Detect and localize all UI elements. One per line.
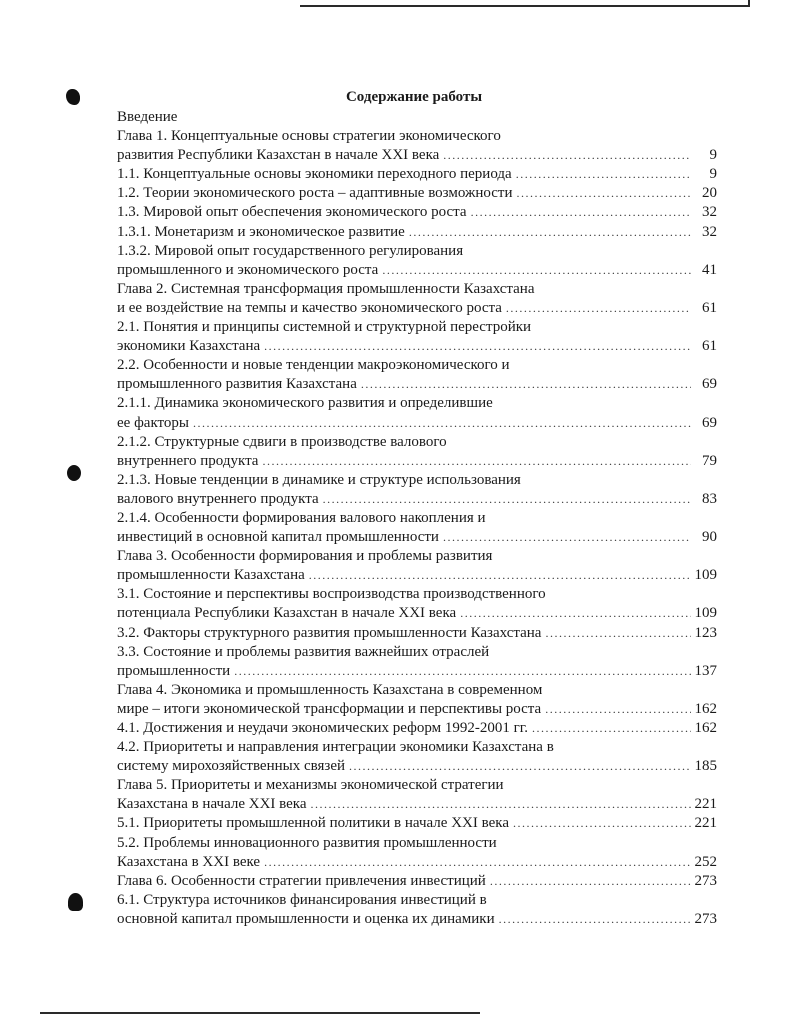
toc-entry-row <box>117 375 721 394</box>
toc-entry-text: промышленности <box>117 662 231 679</box>
toc-entry-text: Глава 1. Концептуальные основы стратегии экономического <box>117 128 501 145</box>
toc-entry <box>117 223 721 242</box>
dot-leader <box>532 719 691 738</box>
toc-entry-text: 2.1.3. Новые тенденции в динамике и структуре использования <box>117 471 521 488</box>
dot-leader <box>490 872 691 891</box>
toc-entry <box>117 834 721 872</box>
toc-entry-text: 4.2. Приоритеты и направления интеграции экономики Казахстана в <box>117 739 554 756</box>
toc-entry-row <box>117 165 721 184</box>
dot-leader <box>382 261 691 280</box>
toc-page-number: 252 <box>694 853 717 870</box>
toc-entry <box>117 356 721 394</box>
toc-entry-text: Казахстана в XXI веке <box>117 853 261 870</box>
toc-entry-row <box>117 814 721 833</box>
toc-entry-text: Глава 3. Особенности формирования и проблемы развития <box>117 548 493 565</box>
toc-entry-text: 1.2. Теории экономического роста – адаптивные возможности <box>117 185 513 202</box>
toc-entry-row <box>117 700 721 719</box>
toc-entry-row <box>117 662 721 681</box>
scan-border-top <box>300 5 748 7</box>
toc-entry-text: развития Республики Казахстан в начале XXI века <box>117 147 440 164</box>
toc-entry-text: экономики Казахстана <box>117 338 261 355</box>
dot-leader <box>409 223 691 242</box>
toc-entry-row <box>117 795 721 814</box>
toc-page-number: 273 <box>694 872 717 889</box>
toc-entry <box>117 394 721 432</box>
toc-entry-row <box>117 624 721 643</box>
toc-entry <box>117 108 721 127</box>
dot-leader <box>499 910 691 929</box>
toc-entry-row <box>117 299 721 318</box>
toc-entry <box>117 165 721 184</box>
toc-entry-row <box>117 223 721 242</box>
toc-page-number: 221 <box>694 815 717 832</box>
toc-page-number: 221 <box>694 796 717 813</box>
toc-entry-text: 2.1.2. Структурные сдвиги в производстве валового <box>117 433 447 450</box>
toc-entry <box>117 872 721 891</box>
dot-leader <box>443 528 691 547</box>
toc-entry-text: 3.1. Состояние и перспективы воспроизводства производственного <box>117 586 546 603</box>
toc-entry-text: 1.3.2. Мировой опыт государственного регулирования <box>117 242 464 259</box>
toc-entry-text: внутреннего продукта <box>117 452 259 469</box>
toc-entry-text: 4.1. Достижения и неудачи экономических реформ 1992-2001 гг. <box>117 720 528 736</box>
toc-entry-text: 2.1.1. Динамика экономического развития и определившие <box>117 395 493 412</box>
toc-entry <box>117 585 721 623</box>
toc-entry <box>117 643 721 681</box>
toc-entry-text: и ее воздействие на темпы и качество экономического роста <box>117 299 502 316</box>
dot-leader <box>513 814 691 833</box>
dot-leader <box>517 184 691 203</box>
toc-entry-row <box>117 910 721 929</box>
toc-entry-text: Введение <box>117 109 178 125</box>
toc-entry-text: 6.1. Структура источников финансирования инвестиций в <box>117 891 487 908</box>
toc-page-number: 32 <box>702 223 717 240</box>
toc-page-number: 185 <box>694 758 717 775</box>
toc-page-number: 83 <box>702 490 717 507</box>
toc-entry-text: 1.3.1. Монетаризм и экономическое развитие <box>117 223 405 240</box>
toc-entry-text: инвестиций в основной капитал промышленности <box>117 529 439 546</box>
toc-entry-text: ее факторы <box>117 414 189 431</box>
toc-entry-text: 2.1.4. Особенности формирования валового накопления и <box>117 509 486 526</box>
toc-entry <box>117 280 721 318</box>
toc-entry <box>117 184 721 203</box>
toc-page-number: 109 <box>694 605 717 622</box>
toc-page-number: 123 <box>694 624 717 641</box>
toc-entry <box>117 776 721 814</box>
toc-page-number: 9 <box>709 147 717 164</box>
scan-border-bottom <box>40 1012 480 1014</box>
toc-entry-text: 3.3. Состояние и проблемы развития важнейших отраслей <box>117 643 490 660</box>
scan-border-corner <box>748 0 750 7</box>
toc-entry-row <box>117 872 721 891</box>
toc-entry-row <box>117 414 721 433</box>
toc-entry-row <box>117 146 721 165</box>
toc-page-number: 9 <box>709 166 717 183</box>
toc-entry-row <box>117 604 721 623</box>
toc-entry <box>117 509 721 547</box>
toc-entry-text: 2.1. Понятия и принципы системной и структурной перестройки <box>117 319 532 336</box>
punch-hole-mark <box>67 465 81 481</box>
toc-entry <box>117 127 721 165</box>
dot-leader <box>264 337 691 356</box>
toc-entry-row <box>117 108 721 127</box>
toc-entry <box>117 203 721 222</box>
toc-entry-row <box>117 261 721 280</box>
toc-entry-text: 1.3. Мировой опыт обеспечения экономического роста <box>117 204 467 221</box>
table-of-contents <box>117 108 721 929</box>
punch-hole-mark <box>68 893 83 911</box>
toc-entry <box>117 814 721 833</box>
toc-entry-text: 3.2. Факторы структурного развития промышленности Казахстана <box>117 624 542 641</box>
toc-entry <box>117 891 721 929</box>
toc-entry-text: Казахстана в начале XXI века <box>117 796 307 813</box>
dot-leader <box>323 490 691 509</box>
toc-entry-text: промышленного и экономического роста <box>117 261 379 278</box>
toc-entry-text: 1.1. Концептуальные основы экономики переходного периода <box>117 166 512 183</box>
toc-entry <box>117 433 721 471</box>
toc-entry <box>117 471 721 509</box>
toc-entry-row <box>117 184 721 203</box>
toc-entry <box>117 719 721 738</box>
toc-entry-text: валового внутреннего продукта <box>117 490 319 507</box>
toc-entry <box>117 624 721 643</box>
toc-page-number: 162 <box>694 700 717 717</box>
toc-entry-text: промышленного развития Казахстана <box>117 376 357 393</box>
toc-entry-text: потенциала Республики Казахстан в начале XXI века <box>117 605 457 622</box>
dot-leader <box>506 299 691 318</box>
toc-entry-text: систему мирохозяйственных связей <box>117 758 346 775</box>
toc-entry-row <box>117 452 721 471</box>
toc-entry-row <box>117 490 721 509</box>
toc-page-number: 32 <box>702 204 717 221</box>
dot-leader <box>471 203 691 222</box>
page-title: Содержание работы <box>345 89 483 105</box>
toc-entry <box>117 547 721 585</box>
dot-leader <box>309 566 691 585</box>
dot-leader <box>311 795 691 814</box>
toc-page-number: 109 <box>694 567 717 584</box>
toc-entry-text: 2.2. Особенности и новые тенденции макроэкономического и <box>117 357 510 374</box>
toc-page-number: 41 <box>702 261 717 278</box>
toc-entry-row <box>117 528 721 547</box>
toc-entry-text: Глава 2. Системная трансформация промышленности Казахстана <box>117 280 535 297</box>
dot-leader <box>193 414 691 433</box>
dot-leader <box>460 604 690 623</box>
toc-entry-text: 5.2. Проблемы инновационного развития промышленности <box>117 834 497 851</box>
toc-entry <box>117 242 721 280</box>
toc-entry <box>117 738 721 776</box>
toc-entry-text: мире – итоги экономической трансформации и перспективы роста <box>117 700 542 717</box>
dot-leader <box>349 757 690 776</box>
dot-leader <box>545 624 690 643</box>
dot-leader <box>262 452 691 471</box>
toc-page-number: 90 <box>702 529 717 546</box>
toc-entry <box>117 681 721 719</box>
toc-page-number: 162 <box>694 720 717 736</box>
toc-entry-text: 5.1. Приоритеты промышленной политики в начале XXI века <box>117 815 509 832</box>
dot-leader <box>361 375 691 394</box>
toc-entry-text: Глава 5. Приоритеты и механизмы экономической стратегии <box>117 777 504 794</box>
toc-page-number: 79 <box>702 452 717 469</box>
toc-page-number: 61 <box>702 338 717 355</box>
toc-entry-row <box>117 337 721 356</box>
toc-entry <box>117 318 721 356</box>
toc-entry-row <box>117 719 721 738</box>
toc-entry-row <box>117 203 721 222</box>
toc-page-number: 69 <box>702 414 717 431</box>
toc-entry-row <box>117 757 721 776</box>
dot-leader <box>516 165 691 184</box>
toc-page-number: 273 <box>694 910 717 927</box>
toc-entry-text: промышленности Казахстана <box>117 567 305 584</box>
toc-entry-row <box>117 853 721 872</box>
dot-leader <box>234 662 690 681</box>
toc-page-number: 20 <box>702 185 717 202</box>
toc-page-number: 137 <box>694 662 717 679</box>
dot-leader <box>545 700 690 719</box>
dot-leader <box>264 853 690 872</box>
toc-page-number: 61 <box>702 299 717 316</box>
toc-entry-row <box>117 566 721 585</box>
toc-page-number: 69 <box>702 376 717 393</box>
toc-entry-text: Глава 4. Экономика и промышленность Казахстана в современном <box>117 681 543 698</box>
toc-entry-text: Глава 6. Особенности стратегии привлечения инвестиций <box>117 872 486 889</box>
dot-leader <box>443 146 691 165</box>
toc-entry-text: основной капитал промышленности и оценка их динамики <box>117 910 495 927</box>
